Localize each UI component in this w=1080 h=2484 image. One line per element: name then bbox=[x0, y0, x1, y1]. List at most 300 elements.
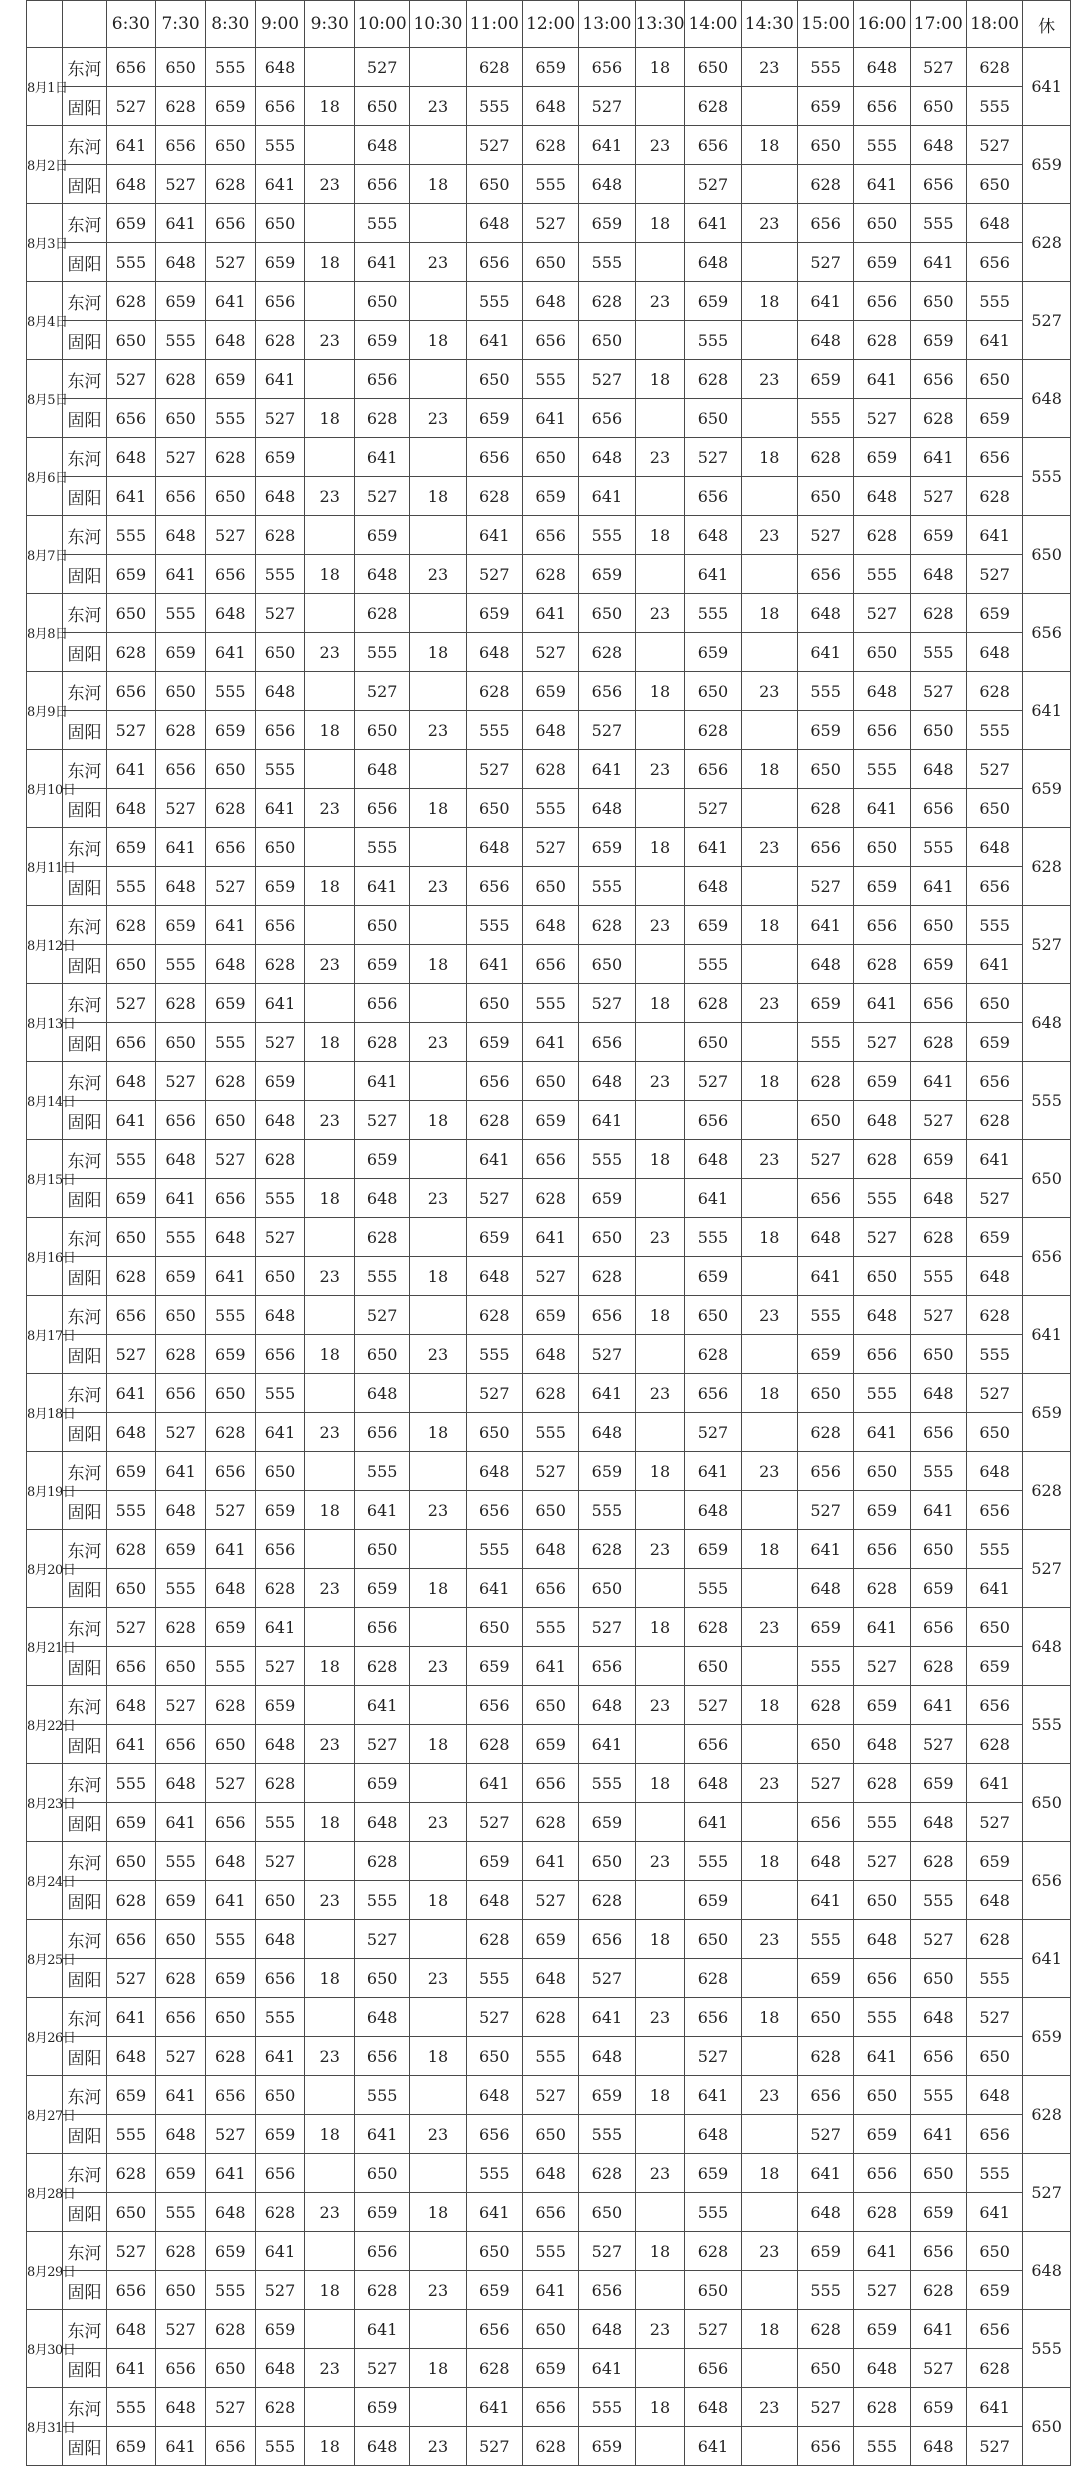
schedule-cell: 648 bbox=[854, 672, 910, 711]
schedule-cell: 650 bbox=[685, 672, 741, 711]
schedule-cell bbox=[305, 48, 355, 87]
date-cell: 8月31日 bbox=[27, 2388, 63, 2466]
date-cell: 8月20日 bbox=[27, 1530, 63, 1608]
schedule-cell: 527 bbox=[797, 1140, 853, 1179]
schedule-cell: 23 bbox=[635, 438, 685, 477]
schedule-cell bbox=[410, 2232, 466, 2271]
schedule-cell: 641 bbox=[156, 2076, 206, 2115]
location-cell: 东河 bbox=[63, 1296, 106, 1335]
schedule-cell: 628 bbox=[255, 2388, 305, 2427]
schedule-cell: 650 bbox=[106, 1218, 156, 1257]
schedule-cell: 648 bbox=[910, 1374, 966, 1413]
schedule-cell: 555 bbox=[156, 945, 206, 984]
schedule-cell: 18 bbox=[305, 1023, 355, 1062]
schedule-cell: 656 bbox=[797, 2427, 853, 2466]
schedule-cell bbox=[741, 1491, 797, 1530]
schedule-cell: 659 bbox=[685, 1530, 741, 1569]
schedule-cell: 555 bbox=[156, 1842, 206, 1881]
schedule-cell: 656 bbox=[797, 2076, 853, 2115]
schedule-cell: 656 bbox=[466, 1491, 522, 1530]
schedule-cell bbox=[635, 2115, 685, 2154]
date-cell: 8月25日 bbox=[27, 1920, 63, 1998]
schedule-cell: 659 bbox=[355, 945, 410, 984]
schedule-cell: 23 bbox=[741, 1920, 797, 1959]
schedule-cell: 23 bbox=[741, 2388, 797, 2427]
schedule-cell bbox=[635, 243, 685, 282]
schedule-cell: 23 bbox=[410, 1959, 466, 1998]
schedule-cell: 656 bbox=[156, 1998, 206, 2037]
location-cell: 固阳 bbox=[63, 1803, 106, 1842]
schedule-cell: 641 bbox=[156, 828, 206, 867]
schedule-cell: 18 bbox=[410, 1257, 466, 1296]
schedule-cell bbox=[305, 1998, 355, 2037]
schedule-cell bbox=[305, 2310, 355, 2349]
schedule-cell: 641 bbox=[205, 633, 255, 672]
schedule-cell: 656 bbox=[854, 1959, 910, 1998]
schedule-cell: 555 bbox=[910, 828, 966, 867]
schedule-cell: 527 bbox=[106, 360, 156, 399]
location-cell: 东河 bbox=[63, 1530, 106, 1569]
schedule-cell: 555 bbox=[255, 1803, 305, 1842]
schedule-cell: 18 bbox=[410, 1569, 466, 1608]
location-cell: 固阳 bbox=[63, 1413, 106, 1452]
corner-cell bbox=[27, 1, 63, 48]
schedule-cell: 555 bbox=[579, 516, 635, 555]
schedule-cell bbox=[635, 1881, 685, 1920]
schedule-cell: 656 bbox=[797, 204, 853, 243]
schedule-cell bbox=[635, 2271, 685, 2310]
schedule-cell bbox=[741, 711, 797, 750]
schedule-cell: 648 bbox=[255, 48, 305, 87]
time-header: 14:00 bbox=[685, 1, 741, 48]
schedule-cell: 650 bbox=[522, 1062, 578, 1101]
schedule-cell: 641 bbox=[466, 1569, 522, 1608]
schedule-cell: 650 bbox=[910, 711, 966, 750]
schedule-cell: 648 bbox=[255, 477, 305, 516]
schedule-cell: 23 bbox=[305, 1413, 355, 1452]
schedule-cell: 648 bbox=[685, 1140, 741, 1179]
schedule-cell: 659 bbox=[685, 2154, 741, 2193]
schedule-cell: 648 bbox=[854, 48, 910, 87]
schedule-cell bbox=[635, 1647, 685, 1686]
schedule-cell: 18 bbox=[305, 2115, 355, 2154]
schedule-cell: 648 bbox=[355, 2427, 410, 2466]
schedule-cell: 555 bbox=[255, 750, 305, 789]
schedule-cell: 659 bbox=[579, 1179, 635, 1218]
schedule-cell bbox=[305, 672, 355, 711]
schedule-cell: 527 bbox=[579, 360, 635, 399]
schedule-cell: 628 bbox=[910, 1647, 966, 1686]
location-cell: 东河 bbox=[63, 2076, 106, 2115]
schedule-cell: 648 bbox=[797, 321, 853, 360]
schedule-cell: 650 bbox=[854, 828, 910, 867]
schedule-cell: 659 bbox=[466, 1842, 522, 1881]
table-row bbox=[27, 945, 1071, 984]
schedule-cell: 659 bbox=[522, 1296, 578, 1335]
schedule-cell: 555 bbox=[966, 1530, 1022, 1569]
schedule-cell: 650 bbox=[355, 87, 410, 126]
location-cell: 固阳 bbox=[63, 2037, 106, 2076]
schedule-cell: 18 bbox=[410, 165, 466, 204]
schedule-cell: 527 bbox=[579, 1959, 635, 1998]
schedule-cell: 648 bbox=[106, 2310, 156, 2349]
schedule-cell: 23 bbox=[741, 1140, 797, 1179]
schedule-cell: 628 bbox=[579, 633, 635, 672]
schedule-cell: 628 bbox=[579, 2154, 635, 2193]
schedule-cell: 555 bbox=[466, 1959, 522, 1998]
schedule-cell: 527 bbox=[255, 1218, 305, 1257]
rest-cell: 648 bbox=[1023, 360, 1071, 438]
schedule-cell: 659 bbox=[579, 1452, 635, 1491]
schedule-cell: 527 bbox=[106, 1959, 156, 1998]
schedule-cell: 659 bbox=[205, 984, 255, 1023]
schedule-cell: 23 bbox=[305, 1725, 355, 1764]
schedule-cell: 628 bbox=[255, 1764, 305, 1803]
schedule-cell: 527 bbox=[106, 1335, 156, 1374]
rest-cell: 555 bbox=[1023, 1062, 1071, 1140]
schedule-cell: 648 bbox=[797, 1569, 853, 1608]
schedule-cell bbox=[305, 1686, 355, 1725]
schedule-cell: 23 bbox=[635, 282, 685, 321]
rest-cell: 527 bbox=[1023, 2154, 1071, 2232]
schedule-cell: 23 bbox=[410, 555, 466, 594]
location-cell: 固阳 bbox=[63, 1023, 106, 1062]
schedule-cell: 659 bbox=[205, 1959, 255, 1998]
schedule-cell: 648 bbox=[106, 1413, 156, 1452]
rest-cell: 555 bbox=[1023, 438, 1071, 516]
schedule-cell: 628 bbox=[205, 789, 255, 828]
schedule-cell: 656 bbox=[466, 1686, 522, 1725]
schedule-cell: 18 bbox=[635, 360, 685, 399]
schedule-cell: 555 bbox=[355, 204, 410, 243]
schedule-cell: 527 bbox=[466, 1998, 522, 2037]
schedule-cell: 18 bbox=[635, 1920, 685, 1959]
schedule-cell: 648 bbox=[205, 1218, 255, 1257]
location-cell: 固阳 bbox=[63, 2193, 106, 2232]
schedule-cell: 641 bbox=[910, 438, 966, 477]
schedule-cell: 656 bbox=[255, 906, 305, 945]
schedule-cell: 641 bbox=[106, 1998, 156, 2037]
schedule-cell bbox=[635, 2427, 685, 2466]
table-row bbox=[27, 1296, 1071, 1335]
rest-cell: 648 bbox=[1023, 1608, 1071, 1686]
schedule-cell: 650 bbox=[156, 1920, 206, 1959]
schedule-cell: 656 bbox=[355, 984, 410, 1023]
schedule-cell: 527 bbox=[579, 1608, 635, 1647]
schedule-cell: 650 bbox=[156, 1023, 206, 1062]
schedule-cell bbox=[635, 1569, 685, 1608]
schedule-cell: 555 bbox=[910, 2076, 966, 2115]
location-cell: 固阳 bbox=[63, 321, 106, 360]
schedule-cell: 641 bbox=[854, 984, 910, 1023]
schedule-cell: 656 bbox=[255, 87, 305, 126]
schedule-cell: 641 bbox=[910, 2310, 966, 2349]
schedule-cell: 650 bbox=[685, 399, 741, 438]
schedule-cell: 628 bbox=[910, 1218, 966, 1257]
schedule-cell bbox=[410, 1842, 466, 1881]
schedule-cell: 656 bbox=[522, 516, 578, 555]
schedule-cell: 659 bbox=[966, 1647, 1022, 1686]
schedule-cell: 641 bbox=[797, 1530, 853, 1569]
schedule-cell: 656 bbox=[579, 672, 635, 711]
schedule-cell: 555 bbox=[355, 1257, 410, 1296]
schedule-cell: 656 bbox=[106, 1296, 156, 1335]
schedule-cell: 555 bbox=[910, 1257, 966, 1296]
schedule-cell: 555 bbox=[106, 2115, 156, 2154]
schedule-cell: 650 bbox=[966, 1608, 1022, 1647]
schedule-cell: 659 bbox=[797, 2232, 853, 2271]
schedule-cell bbox=[410, 1296, 466, 1335]
schedule-cell: 555 bbox=[205, 1920, 255, 1959]
schedule-cell bbox=[305, 1452, 355, 1491]
schedule-cell bbox=[741, 1959, 797, 1998]
schedule-cell: 527 bbox=[910, 2349, 966, 2388]
schedule-cell: 659 bbox=[579, 204, 635, 243]
schedule-cell: 659 bbox=[255, 2115, 305, 2154]
schedule-cell: 628 bbox=[355, 1218, 410, 1257]
rest-cell: 555 bbox=[1023, 1686, 1071, 1764]
schedule-cell: 648 bbox=[522, 1530, 578, 1569]
location-cell: 东河 bbox=[63, 1608, 106, 1647]
schedule-cell: 527 bbox=[797, 2388, 853, 2427]
location-cell: 固阳 bbox=[63, 1959, 106, 1998]
schedule-cell: 659 bbox=[966, 2271, 1022, 2310]
schedule-cell: 555 bbox=[579, 2388, 635, 2427]
table-row bbox=[27, 204, 1071, 243]
schedule-cell: 641 bbox=[255, 1608, 305, 1647]
schedule-cell: 641 bbox=[255, 984, 305, 1023]
schedule-cell bbox=[305, 126, 355, 165]
schedule-cell: 641 bbox=[579, 2349, 635, 2388]
schedule-cell: 628 bbox=[466, 1101, 522, 1140]
schedule-cell: 641 bbox=[854, 1608, 910, 1647]
schedule-cell: 555 bbox=[854, 2427, 910, 2466]
schedule-cell: 648 bbox=[156, 867, 206, 906]
schedule-cell: 659 bbox=[156, 2154, 206, 2193]
schedule-cell: 656 bbox=[854, 1530, 910, 1569]
schedule-cell: 23 bbox=[741, 828, 797, 867]
schedule-cell bbox=[741, 945, 797, 984]
schedule-cell: 527 bbox=[156, 165, 206, 204]
table-row bbox=[27, 2232, 1071, 2271]
schedule-cell: 527 bbox=[797, 867, 853, 906]
schedule-cell: 555 bbox=[255, 1179, 305, 1218]
schedule-cell: 659 bbox=[255, 1062, 305, 1101]
schedule-cell: 656 bbox=[797, 1452, 853, 1491]
schedule-cell: 659 bbox=[685, 1881, 741, 1920]
schedule-cell: 659 bbox=[466, 1647, 522, 1686]
schedule-cell: 555 bbox=[355, 1881, 410, 1920]
schedule-cell: 656 bbox=[797, 1803, 853, 1842]
schedule-cell: 656 bbox=[106, 2271, 156, 2310]
schedule-cell: 18 bbox=[305, 399, 355, 438]
schedule-cell: 555 bbox=[106, 516, 156, 555]
schedule-cell: 628 bbox=[466, 48, 522, 87]
location-cell: 东河 bbox=[63, 360, 106, 399]
schedule-cell: 18 bbox=[305, 1803, 355, 1842]
table-row bbox=[27, 477, 1071, 516]
schedule-cell bbox=[635, 165, 685, 204]
schedule-cell: 648 bbox=[355, 1803, 410, 1842]
schedule-cell: 628 bbox=[466, 1920, 522, 1959]
schedule-cell: 659 bbox=[522, 48, 578, 87]
schedule-cell: 555 bbox=[854, 555, 910, 594]
schedule-cell: 555 bbox=[355, 633, 410, 672]
schedule-cell: 555 bbox=[466, 282, 522, 321]
schedule-cell: 641 bbox=[579, 1374, 635, 1413]
schedule-cell: 656 bbox=[797, 828, 853, 867]
schedule-cell: 555 bbox=[466, 711, 522, 750]
location-cell: 东河 bbox=[63, 1062, 106, 1101]
schedule-cell: 656 bbox=[910, 2232, 966, 2271]
schedule-cell: 527 bbox=[966, 1803, 1022, 1842]
schedule-cell: 650 bbox=[522, 1491, 578, 1530]
schedule-cell: 23 bbox=[635, 1686, 685, 1725]
schedule-cell: 656 bbox=[685, 477, 741, 516]
schedule-cell: 628 bbox=[797, 165, 853, 204]
schedule-cell: 641 bbox=[797, 282, 853, 321]
table-row bbox=[27, 867, 1071, 906]
schedule-cell: 628 bbox=[205, 1062, 255, 1101]
table-row bbox=[27, 1452, 1071, 1491]
schedule-cell: 555 bbox=[579, 1140, 635, 1179]
schedule-cell: 628 bbox=[854, 945, 910, 984]
schedule-cell: 628 bbox=[466, 1296, 522, 1335]
schedule-cell: 648 bbox=[156, 2388, 206, 2427]
schedule-cell: 527 bbox=[522, 1881, 578, 1920]
schedule-cell: 659 bbox=[205, 2232, 255, 2271]
schedule-cell: 650 bbox=[205, 750, 255, 789]
schedule-cell: 628 bbox=[522, 2427, 578, 2466]
schedule-cell: 659 bbox=[797, 87, 853, 126]
schedule-cell: 650 bbox=[156, 399, 206, 438]
schedule-cell: 18 bbox=[305, 711, 355, 750]
schedule-cell: 527 bbox=[522, 1257, 578, 1296]
schedule-cell: 641 bbox=[966, 2193, 1022, 2232]
schedule-cell: 641 bbox=[910, 1062, 966, 1101]
schedule-cell: 628 bbox=[797, 1413, 853, 1452]
schedule-cell: 656 bbox=[579, 1920, 635, 1959]
schedule-cell: 656 bbox=[156, 1725, 206, 1764]
schedule-cell: 23 bbox=[635, 1374, 685, 1413]
schedule-cell: 648 bbox=[466, 1257, 522, 1296]
schedule-cell: 527 bbox=[106, 1608, 156, 1647]
schedule-cell: 555 bbox=[854, 126, 910, 165]
schedule-cell: 659 bbox=[106, 2076, 156, 2115]
schedule-cell: 555 bbox=[106, 1491, 156, 1530]
schedule-cell: 659 bbox=[156, 1881, 206, 1920]
schedule-cell bbox=[741, 1881, 797, 1920]
location-cell: 固阳 bbox=[63, 1881, 106, 1920]
schedule-cell: 659 bbox=[355, 1140, 410, 1179]
schedule-cell: 628 bbox=[579, 1530, 635, 1569]
schedule-cell: 555 bbox=[966, 1959, 1022, 1998]
schedule-cell: 656 bbox=[685, 1998, 741, 2037]
schedule-cell: 555 bbox=[685, 2193, 741, 2232]
schedule-cell: 527 bbox=[355, 48, 410, 87]
schedule-cell: 527 bbox=[797, 243, 853, 282]
schedule-cell: 650 bbox=[355, 2154, 410, 2193]
schedule-cell: 555 bbox=[255, 126, 305, 165]
schedule-cell: 555 bbox=[156, 1569, 206, 1608]
schedule-cell: 641 bbox=[156, 1179, 206, 1218]
table-row bbox=[27, 2349, 1071, 2388]
schedule-cell: 650 bbox=[797, 1374, 853, 1413]
schedule-cell: 628 bbox=[966, 2349, 1022, 2388]
schedule-cell: 648 bbox=[910, 1803, 966, 1842]
schedule-cell: 18 bbox=[410, 633, 466, 672]
schedule-cell bbox=[741, 1179, 797, 1218]
schedule-cell: 650 bbox=[106, 2193, 156, 2232]
schedule-cell bbox=[305, 1296, 355, 1335]
schedule-cell: 555 bbox=[685, 1218, 741, 1257]
table-row bbox=[27, 48, 1071, 87]
schedule-cell: 641 bbox=[522, 1842, 578, 1881]
schedule-cell bbox=[410, 1452, 466, 1491]
table-row bbox=[27, 2388, 1071, 2427]
schedule-cell: 527 bbox=[466, 555, 522, 594]
schedule-cell: 527 bbox=[106, 2232, 156, 2271]
schedule-cell: 628 bbox=[854, 2193, 910, 2232]
schedule-cell: 527 bbox=[579, 2232, 635, 2271]
schedule-cell: 648 bbox=[966, 1257, 1022, 1296]
schedule-cell: 628 bbox=[156, 2232, 206, 2271]
schedule-cell: 23 bbox=[741, 1452, 797, 1491]
schedule-cell: 628 bbox=[522, 750, 578, 789]
schedule-cell: 23 bbox=[410, 399, 466, 438]
schedule-cell: 23 bbox=[741, 360, 797, 399]
schedule-cell: 648 bbox=[910, 555, 966, 594]
schedule-cell bbox=[741, 1101, 797, 1140]
schedule-cell: 648 bbox=[797, 2193, 853, 2232]
table-row bbox=[27, 1764, 1071, 1803]
schedule-cell bbox=[635, 1491, 685, 1530]
schedule-cell: 18 bbox=[635, 516, 685, 555]
schedule-cell: 656 bbox=[106, 1920, 156, 1959]
schedule-cell: 641 bbox=[355, 1491, 410, 1530]
table-row bbox=[27, 360, 1071, 399]
time-header: 15:00 bbox=[797, 1, 853, 48]
schedule-cell: 18 bbox=[741, 1998, 797, 2037]
schedule-cell: 641 bbox=[255, 2037, 305, 2076]
schedule-cell: 555 bbox=[205, 672, 255, 711]
schedule-cell: 555 bbox=[579, 1764, 635, 1803]
schedule-cell: 628 bbox=[156, 1335, 206, 1374]
schedule-cell: 659 bbox=[466, 2271, 522, 2310]
schedule-cell: 555 bbox=[685, 1842, 741, 1881]
location-cell: 固阳 bbox=[63, 1335, 106, 1374]
schedule-cell: 659 bbox=[255, 243, 305, 282]
schedule-cell: 656 bbox=[106, 672, 156, 711]
schedule-cell bbox=[635, 1257, 685, 1296]
schedule-cell: 641 bbox=[205, 1530, 255, 1569]
schedule-cell: 650 bbox=[205, 126, 255, 165]
schedule-cell: 628 bbox=[685, 711, 741, 750]
schedule-cell: 555 bbox=[797, 1920, 853, 1959]
schedule-cell: 18 bbox=[305, 1647, 355, 1686]
schedule-cell: 527 bbox=[106, 984, 156, 1023]
schedule-cell: 527 bbox=[355, 1101, 410, 1140]
schedule-cell: 650 bbox=[355, 906, 410, 945]
schedule-cell: 650 bbox=[355, 711, 410, 750]
schedule-cell: 18 bbox=[410, 2037, 466, 2076]
schedule-cell bbox=[741, 2037, 797, 2076]
schedule-cell: 527 bbox=[522, 2076, 578, 2115]
rest-cell: 641 bbox=[1023, 48, 1071, 126]
date-cell: 8月10日 bbox=[27, 750, 63, 828]
schedule-cell: 656 bbox=[685, 1374, 741, 1413]
schedule-cell: 628 bbox=[205, 2310, 255, 2349]
